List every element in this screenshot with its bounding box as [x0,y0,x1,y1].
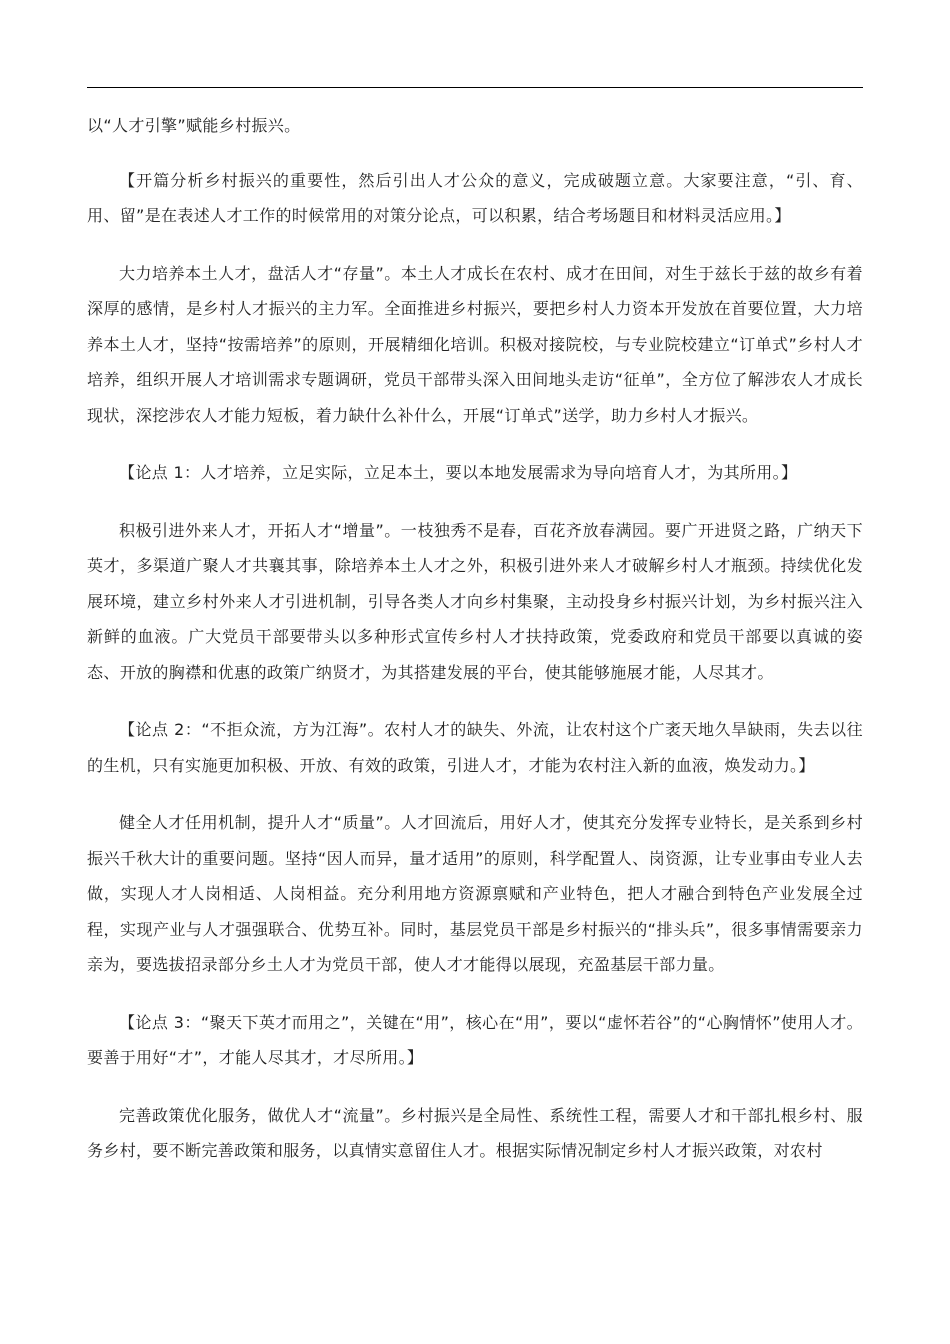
paragraph-comment-opening: 【开篇分析乡村振兴的重要性，然后引出人才公众的意义，完成破题立意。大家要注意，“引、育、用、留”是在表述人才工作的时候常用的对策分论点，可以积累，结合考场题目和材料灵活应用。】 [87,170,863,225]
paragraph-body-attract-external-talent: 积极引进外来人才，开拓人才“增量”。一枝独秀不是春，百花齐放春满园。要广开进贤之路，广纳天下英才，多渠道广聚人才共襄其事，除培养本土人才之外，积极引进外来人才破解乡村人才瓶颈。持续优化发展环境，建立乡村外来人才引进机制，引导各类人才向乡村集聚，主动投身乡村振兴计划，为乡村振兴注入新鲜的血液。广大党员干部要带头以多种形式宣传乡村人才扶持政策，党委政府和党员干部要以真诚的姿态、开放的胸襟和优惠的政策广纳贤才，为其搭建发展的平台，使其能够施展才能，人尽其才。 [87,520,863,682]
paragraph-body-talent-appointment: 健全人才任用机制，提升人才“质量”。人才回流后，用好人才，使其充分发挥专业特长，是关系到乡村振兴千秋大计的重要问题。坚持“因人而异，量才适用”的原则，科学配置人、岗资源，让专业事由专业人去做，实现人才人岗相适、人岗相益。充分利用地方资源禀赋和产业特色，把人才融合到特色产业发展全过程，实现产业与人才强强联合、优势互补。同时，基层党员干部是乡村振兴的“排头兵”，很多事情需要亲力亲为，要选拔招录部分乡土人才为党员干部，使人才才能得以展现，充盈基层干部力量。 [87,813,863,974]
paragraph-comment-point-3: 【论点 3：“聚天下英才而用之”，关键在“用”，核心在“用”，要以“虚怀若谷”的“心胸情怀”使用人才。要善于用好“才”，才能人尽其才，才尽所用。】 [87,1012,863,1067]
document-body [87,108,863,1191]
header-rule [87,87,863,88]
paragraph-body-cultivate-local-talent: 大力培养本土人才，盘活人才“存量”。本土人才成长在农村、成才在田间，对生于兹长于兹的故乡有着深厚的感情，是乡村人才振兴的主力军。全面推进乡村振兴，要把乡村人力资本开发放在首要位置，大力培养本土人才，坚持“按需培养”的原则，开展精细化培训。积极对接院校，与专业院校建立“订单式”乡村人才培养，组织开展人才培训需求专题调研，党员干部带头深入田间地头走访“征单”，全方位了解涉农人才成长现状，深挖涉农人才能力短板，着力缺什么补什么，开展“订单式”送学，助力乡村人才振兴。 [87,263,863,425]
paragraph-comment-point-1: 【论点 1：人才培养，立足实际，立足本土，要以本地发展需求为导向培育人才，为其所用。】 [119,463,798,482]
paragraph-comment-point-2: 【论点 2：“不拒众流，方为江海”。农村人才的缺失、外流，让农村这个广袤天地久旱缺雨，失去以往的生机，只有实施更加积极、开放、有效的政策，引进人才，才能为农村注入新的血液，焕发动力。】 [87,720,863,775]
paragraph-body-policy-service: 完善政策优化服务，做优人才“流量”。乡村振兴是全局性、系统性工程，需要人才和干部扎根乡村、服务乡村，要不断完善政策和服务，以真情实意留住人才。根据实际情况制定乡村人才振兴政策，对农村 [87,1105,863,1160]
paragraph-continuation: 以“人才引擎”赋能乡村振兴。 [87,116,301,135]
